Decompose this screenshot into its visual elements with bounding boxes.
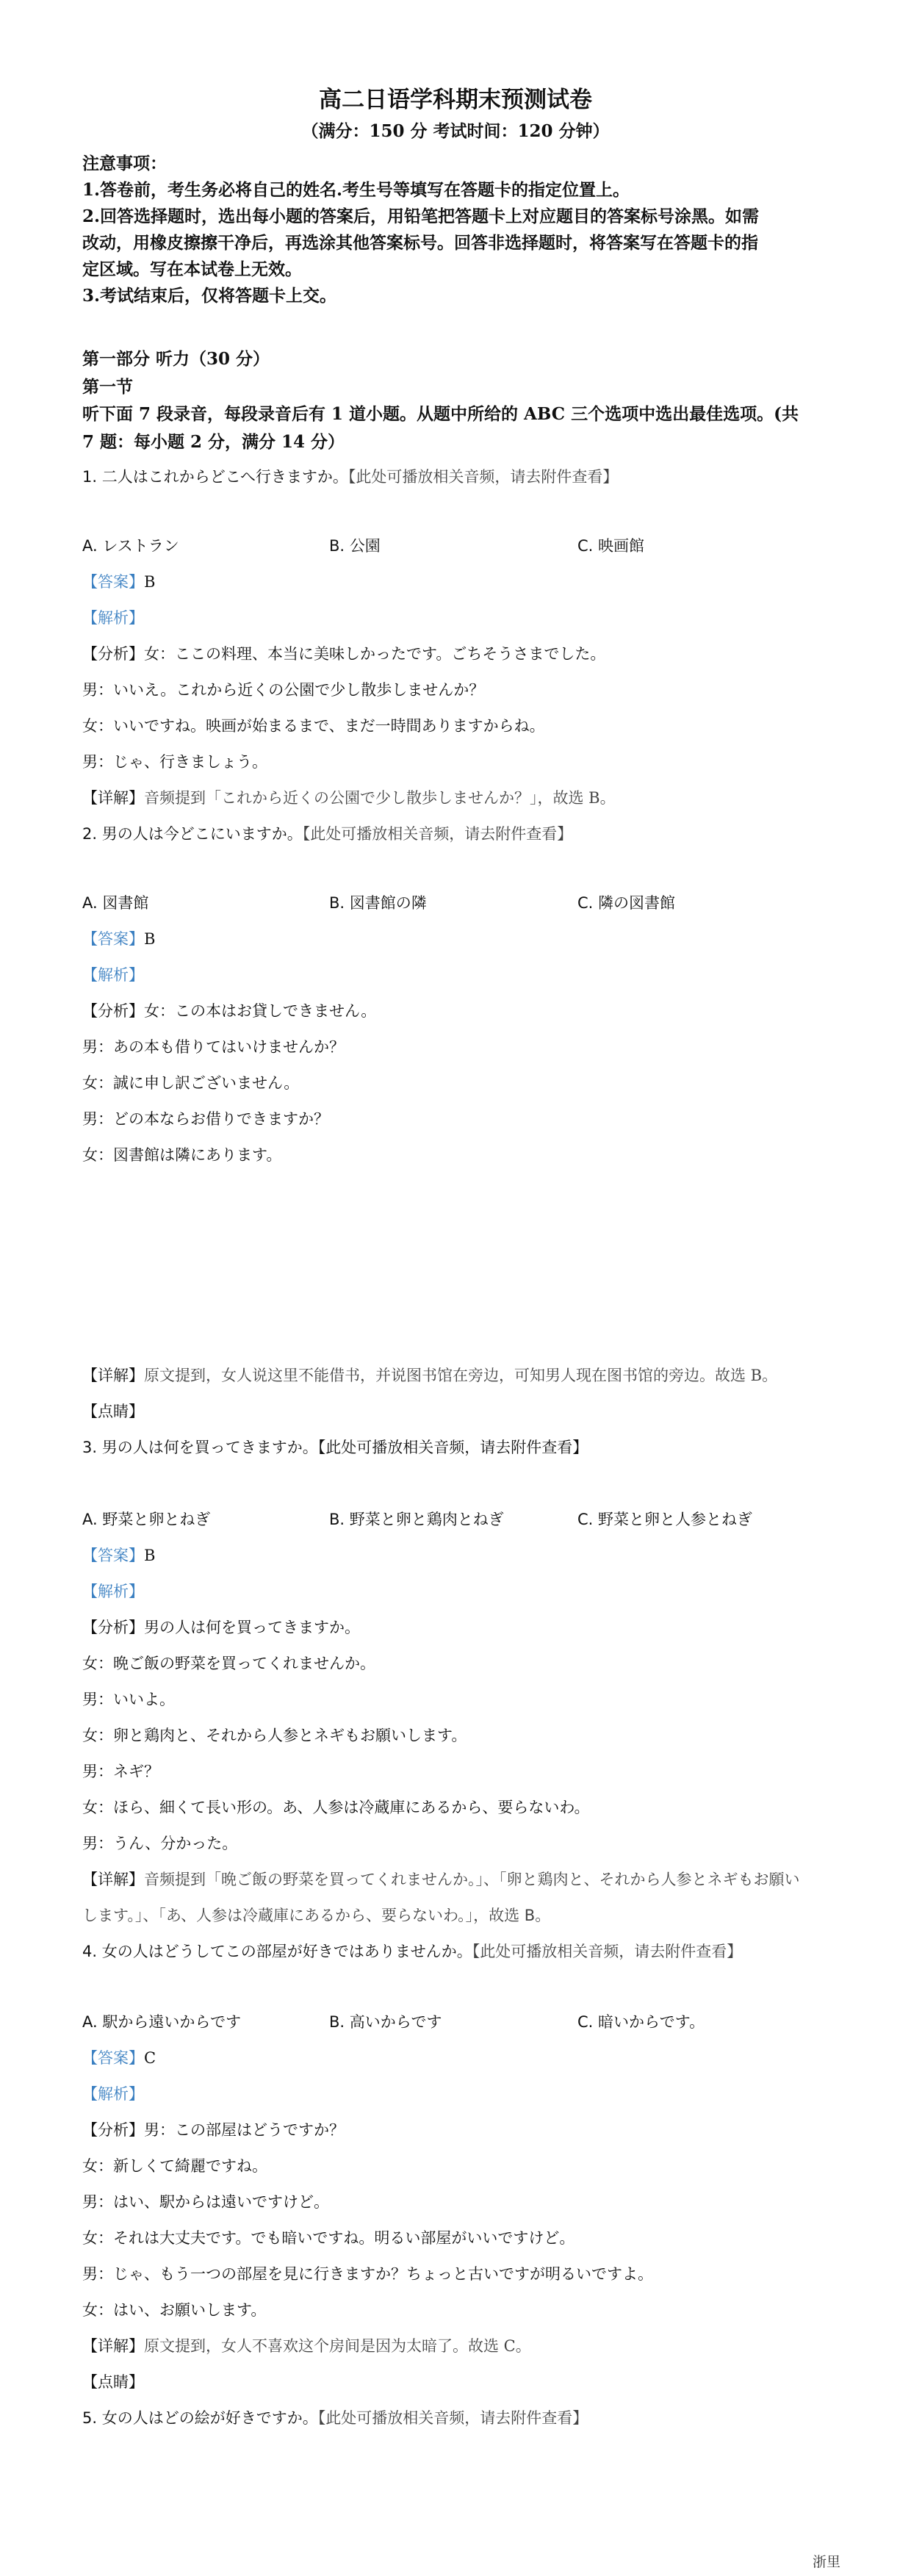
instructions-line-2: 7 题：每小题 2 分，满分 14 分） xyxy=(82,432,345,452)
note-2-line-2: 改动，用橡皮擦擦干净后，再选涂其他答案标号。回答非选择题时，将答案写在答题卡的指 xyxy=(82,233,758,253)
q1-dialog-2: 男：いいえ。これから近くの公園で少し散歩しませんか？ xyxy=(82,681,485,699)
q1-option-a: A. レストラン xyxy=(82,537,179,555)
q3-dialog-7: 男：うん、分かった。 xyxy=(82,1835,238,1852)
q4-dialog-4: 女：それは大丈夫です。でも暗いですね。明るい部屋がいいですけど。 xyxy=(82,2229,575,2247)
q3-answer: 【答案】B xyxy=(82,1547,156,1564)
q2-option-c: C. 隣の図書館 xyxy=(577,894,676,912)
q1-dialog-1: 【分析】女：ここの料理、本当に美味しかったです。ごちそうさまでした。 xyxy=(82,645,606,663)
q3-dialog-3: 男：いいよ。 xyxy=(82,1691,175,1708)
q3-dialog-5: 男：ネギ？ xyxy=(82,1763,159,1780)
q1-option-b: B. 公園 xyxy=(329,537,381,555)
q4-option-c: C. 暗いからです。 xyxy=(577,2013,705,2031)
section-heading: 第一节 xyxy=(82,377,133,397)
q3-detail-line-2: します。」、「あ、人参は冷蔵庫にあるから、要らないわ。」，故选 B。 xyxy=(82,1907,551,1924)
q4-option-a: A. 駅から遠いからです xyxy=(82,2013,242,2031)
q3-dialog-4: 女：卵と鶏肉と、それから人参とネギもお願いします。 xyxy=(82,1727,467,1744)
q4-dialog-3: 男：はい、駅からは遠いですけど。 xyxy=(82,2193,329,2211)
q1-option-c: C. 映画館 xyxy=(577,537,645,555)
q2-dialog-2: 男：あの本も借りてはいけませんか？ xyxy=(82,1038,345,1056)
q4-dialog-1: 【分析】男：この部屋はどうですか？ xyxy=(82,2121,345,2139)
q5-stem: 5. 女の人はどの絵が好きですか。【此处可播放相关音频，请去附件查看】 xyxy=(82,2409,588,2427)
q4-dianjing-label: 【点睛】 xyxy=(82,2373,144,2391)
note-2-line-1: 2.回答选择题时，选出每小题的答案后，用铅笔把答题卡上对应题目的答案标号涂黑。如需 xyxy=(82,206,760,226)
q2-dialog-4: 男：どの本ならお借りできますか？ xyxy=(82,1110,329,1128)
q2-option-b: B. 図書館の隣 xyxy=(329,894,427,912)
note-3: 3.考试结束后，仅将答题卡上交。 xyxy=(82,286,337,306)
q4-dialog-5: 男：じゃ、もう一つの部屋を見に行きますか？ちょっと古いですが明るいですよ。 xyxy=(82,2265,653,2283)
q3-stem: 3. 男の人は何を買ってきますか。【此处可播放相关音频，请去附件查看】 xyxy=(82,1439,588,1456)
q2-stem: 2. 男の人は今どこにいますか。【此处可播放相关音频，请去附件查看】 xyxy=(82,825,573,843)
audio-note: 【此处可播放相关音频，请去附件查看】 xyxy=(317,1439,588,1456)
q2-dialog-5: 女：図書館は隣にあります。 xyxy=(82,1146,282,1164)
q2-dialog-1: 【分析】女：この本はお貸しできません。 xyxy=(82,1002,377,1020)
instructions-line-1: 听下面 7 段录音，每段录音后有 1 道小题。从题中所给的 ABC 三个选项中选出最佳选项。(共 xyxy=(82,404,799,424)
q1-dialog-3: 女：いいですね。映画が始まるまで、まだ一時間ありますからね。 xyxy=(82,717,545,735)
q4-option-b: B. 高いからです xyxy=(329,2013,442,2031)
q1-analysis-label: 【解析】 xyxy=(82,609,144,627)
q2-option-a: A. 図書館 xyxy=(82,894,149,912)
q2-analysis-label: 【解析】 xyxy=(82,966,144,984)
q3-option-b: B. 野菜と卵と鶏肉とねぎ xyxy=(329,1511,504,1528)
note-1: 1.答卷前，考生务必将自己的姓名.考生号等填写在答题卡的指定位置上。 xyxy=(82,180,630,200)
notes-heading: 注意事项： xyxy=(82,154,167,173)
note-2-line-3: 定区域。写在本试卷上无效。 xyxy=(82,259,302,279)
q3-option-c: C. 野菜と卵と人参とねぎ xyxy=(577,1511,753,1528)
q3-analysis-label: 【解析】 xyxy=(82,1583,144,1600)
q1-answer: 【答案】B xyxy=(82,573,156,591)
part1-heading: 第一部分 听力（30 分） xyxy=(82,349,270,369)
exam-title: 高二日语学科期末预测试卷 xyxy=(319,87,592,113)
audio-note: 【此处可播放相关音频，请去附件查看】 xyxy=(348,468,619,486)
q4-analysis-label: 【解析】 xyxy=(82,2085,144,2103)
q3-option-a: A. 野菜と卵とねぎ xyxy=(82,1511,211,1528)
q4-dialog-6: 女：はい、お願いします。 xyxy=(82,2301,267,2319)
q4-dialog-2: 女：新しくて綺麗ですね。 xyxy=(82,2157,267,2175)
q1-detail: 【详解】音频提到「これから近くの公園で少し散歩しませんか？」，故选 B。 xyxy=(82,789,616,807)
audio-note: 【此处可播放相关音频，请去附件查看】 xyxy=(472,1943,743,1960)
exam-subtitle: （满分：150 分 考试时间：120 分钟） xyxy=(301,121,610,141)
q3-dialog-1: 【分析】男の人は何を買ってきますか。 xyxy=(82,1619,360,1636)
q3-dialog-2: 女：晩ご飯の野菜を買ってくれませんか。 xyxy=(82,1655,375,1672)
q4-stem: 4. 女の人はどうしてこの部屋が好きではありませんか。【此处可播放相关音频，请去附件查看】 xyxy=(82,1943,743,1960)
audio-note: 【此处可播放相关音频，请去附件查看】 xyxy=(302,825,573,843)
q1-dialog-4: 男：じゃ、行きましょう。 xyxy=(82,753,267,771)
q4-detail: 【详解】原文提到，女人不喜欢这个房间是因为太暗了。故选 C。 xyxy=(82,2337,531,2355)
q1-stem: 1. 二人はこれからどこへ行きますか。【此处可播放相关音频，请去附件查看】 xyxy=(82,468,619,486)
audio-note: 【此处可播放相关音频，请去附件查看】 xyxy=(317,2409,588,2427)
q2-dialog-3: 女：誠に申し訳ございません。 xyxy=(82,1074,300,1092)
q3-dialog-6: 女：ほら、細くて長い形の。あ、人参は冷蔵庫にあるから、要らないわ。 xyxy=(82,1799,590,1816)
q2-detail: 【详解】原文提到，女人说这里不能借书，并说图书馆在旁边，可知男人现在图书馆的旁边。故选 B。 xyxy=(82,1367,778,1384)
q3-detail-line-1: 【详解】音频提到「晩ご飯の野菜を買ってくれませんか。」、「卵と鶏肉と、それから人参とネギもお願い xyxy=(82,1871,800,1888)
q4-answer: 【答案】C xyxy=(82,2049,156,2067)
q2-answer: 【答案】B xyxy=(82,930,156,948)
q2-dianjing-label: 【点睛】 xyxy=(82,1403,144,1420)
page-footer: 浙里 xyxy=(812,2554,840,2570)
